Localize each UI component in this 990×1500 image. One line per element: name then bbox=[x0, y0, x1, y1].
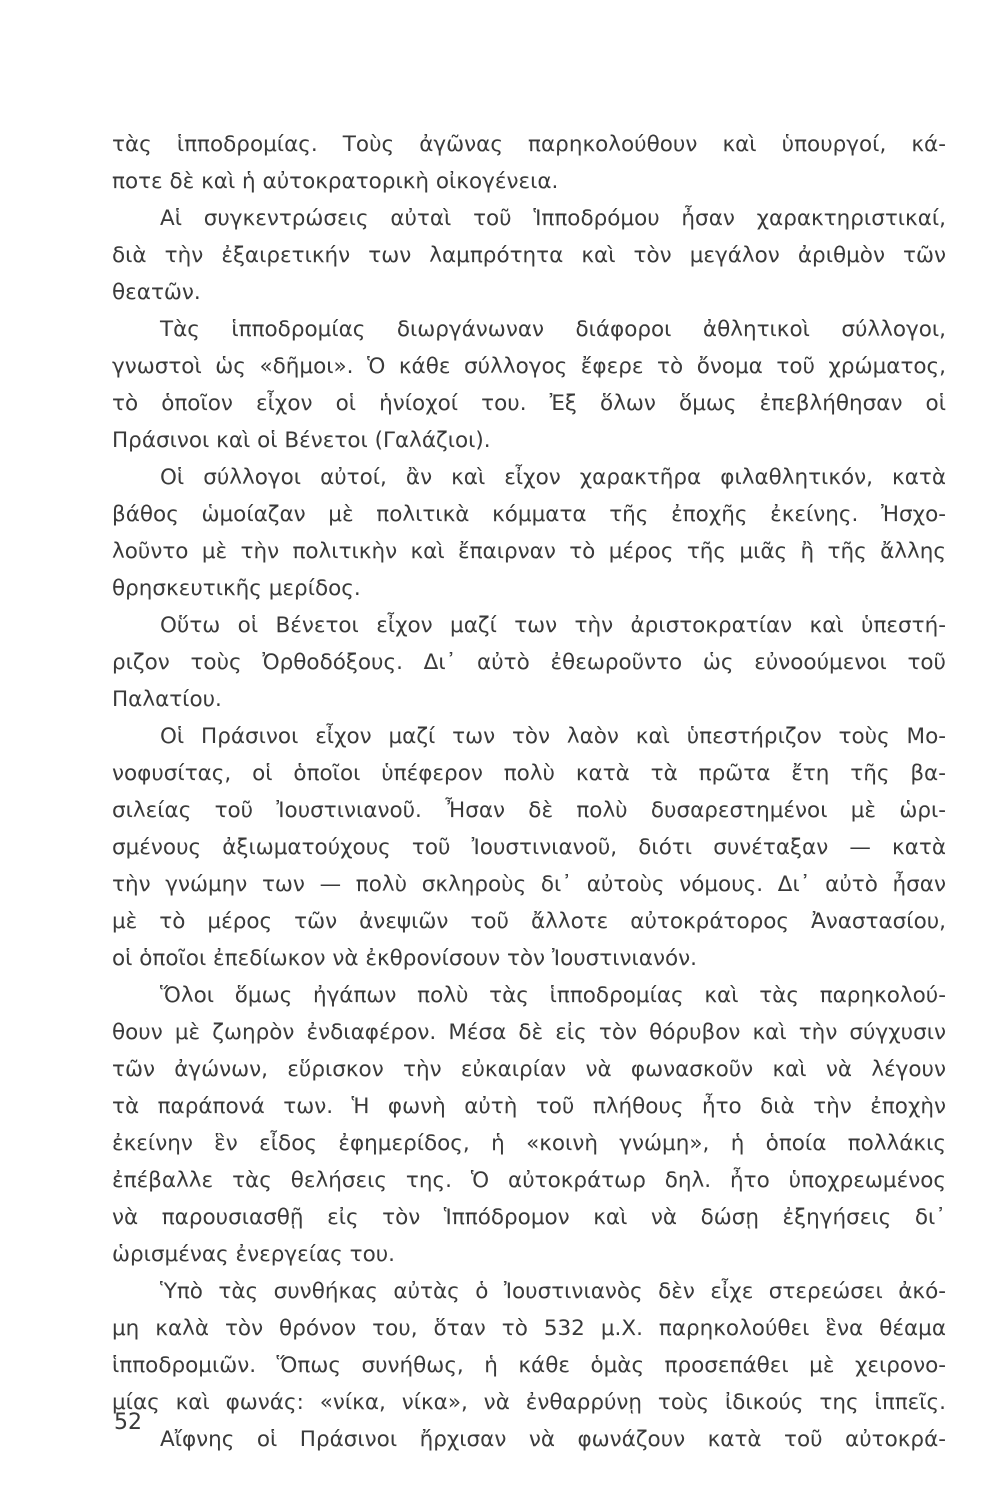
text-line: σιλείας τοῦ Ἰουστινιανοῦ. Ἦσαν δὲ πολὺ δυσαρεστημένοι μὲ ὡρι- bbox=[112, 798, 946, 823]
text-line: γνωστοὶ ὡς «δῆμοι». Ὁ κάθε σύλλογος ἔφερε τὸ ὄνομα τοῦ χρώματος, bbox=[112, 354, 946, 379]
page-number: 52 bbox=[114, 1410, 142, 1435]
text-line: τῶν ἀγώνων, εὕρισκον τὴν εὐκαιρίαν νὰ φωνασκοῦν καὶ νὰ λέγουν bbox=[112, 1057, 946, 1082]
text-line: Αἴφνης οἱ Πράσινοι ἤρχισαν νὰ φωνάζουν κατὰ τοῦ αὐτοκρά- bbox=[160, 1427, 946, 1452]
text-line: Οἱ Πράσινοι εἶχον μαζί των τὸν λαὸν καὶ ὑπεστήριζον τοὺς Μο- bbox=[160, 724, 946, 749]
text-line: Πράσινοι καὶ οἱ Βένετοι (Γαλάζιοι). bbox=[112, 428, 491, 453]
text-line: Ὅλοι ὅμως ἠγάπων πολὺ τὰς ἱπποδρομίας καὶ τὰς παρηκολού- bbox=[160, 983, 946, 1008]
text-line: μὲ τὸ μέρος τῶν ἀνεψιῶν τοῦ ἄλλοτε αὐτοκράτορος Ἀναστασίου, bbox=[112, 909, 946, 934]
text-line: ἱπποδρομιῶν. Ὅπως συνήθως, ἡ κάθε ὁμὰς προσεπάθει μὲ χειρονο- bbox=[112, 1353, 946, 1378]
text-line: Αἱ συγκεντρώσεις αὐταὶ τοῦ Ἱπποδρόμου ἦσαν χαρακτηριστικαί, bbox=[160, 206, 946, 231]
text-line: ποτε δὲ καὶ ἡ αὐτοκρατορικὴ οἰκογένεια. bbox=[112, 169, 559, 194]
text-line: μη καλὰ τὸν θρόνον του, ὅταν τὸ 532 μ.Χ. παρηκολούθει ἓνα θέαμα bbox=[112, 1316, 946, 1341]
text-line: Οὕτω οἱ Βένετοι εἶχον μαζί των τὴν ἀριστοκρατίαν καὶ ὑπεστή- bbox=[160, 613, 946, 638]
text-line: θρησκευτικῆς μερίδος. bbox=[112, 576, 361, 601]
text-line: νὰ παρουσιασθῇ εἰς τὸν Ἱππόδρομον καὶ νὰ δώσῃ ἐξηγήσεις δι᾿ bbox=[112, 1205, 946, 1230]
text-line: ὡρισμένας ἐνεργείας του. bbox=[112, 1242, 396, 1267]
text-line: νοφυσίτας, οἱ ὁποῖοι ὑπέφερον πολὺ κατὰ τὰ πρῶτα ἔτη τῆς βα- bbox=[112, 761, 946, 786]
text-line: μίας καὶ φωνάς: «νίκα, νίκα», νὰ ἐνθαρρύνῃ τοὺς ἰδικούς της ἱππεῖς. bbox=[112, 1390, 946, 1415]
text-line: ἐπέβαλλε τὰς θελήσεις της. Ὁ αὐτοκράτωρ δηλ. ἦτο ὑποχρεωμένος bbox=[112, 1168, 946, 1193]
text-line: οἱ ὁποῖοι ἐπεδίωκον νὰ ἐκθρονίσουν τὸν Ἰουστινιανόν. bbox=[112, 946, 697, 971]
body-text bbox=[112, 126, 946, 1458]
text-line: Ὑπὸ τὰς συνθήκας αὐτὰς ὁ Ἰουστινιανὸς δὲν εἶχε στερεώσει ἀκό- bbox=[160, 1279, 946, 1304]
text-line: τὸ ὁποῖον εἶχον οἱ ἡνίοχοί του. Ἐξ ὅλων ὅμως ἐπεβλήθησαν οἱ bbox=[112, 391, 946, 416]
text-line: Τὰς ἱπποδρομίας διωργάνωναν διάφοροι ἀθλητικοὶ σύλλογοι, bbox=[160, 317, 946, 342]
text-line: τὰ παράπονά των. Ἡ φωνὴ αὐτὴ τοῦ πλήθους ἦτο διὰ τὴν ἐποχὴν bbox=[112, 1094, 946, 1119]
text-line: σμένους ἀξιωματούχους τοῦ Ἰουστινιανοῦ, διότι συνέταξαν — κατὰ bbox=[112, 835, 946, 860]
text-line: τὴν γνώμην των — πολὺ σκληροὺς δι᾿ αὐτοὺς νόμους. Δι᾿ αὐτὸ ἦσαν bbox=[112, 872, 946, 897]
text-line: διὰ τὴν ἐξαιρετικήν των λαμπρότητα καὶ τὸν μεγάλον ἀριθμὸν τῶν bbox=[112, 243, 946, 268]
text-line: βάθος ὡμοίαζαν μὲ πολιτικὰ κόμματα τῆς ἐποχῆς ἐκείνης. Ἠσχο- bbox=[112, 502, 946, 527]
text-line: ριζον τοὺς Ὀρθοδόξους. Δι᾿ αὐτὸ ἐθεωροῦντο ὡς εὐνοούμενοι τοῦ bbox=[112, 650, 946, 675]
text-line: Παλατίου. bbox=[112, 687, 222, 712]
text-line: θεατῶν. bbox=[112, 280, 201, 305]
text-line: Οἱ σύλλογοι αὐτοί, ἂν καὶ εἶχον χαρακτῆρα φιλαθλητικόν, κατὰ bbox=[160, 465, 946, 490]
text-line: λοῦντο μὲ τὴν πολιτικὴν καὶ ἔπαιρναν τὸ μέρος τῆς μιᾶς ἢ τῆς ἄλλης bbox=[112, 539, 946, 564]
text-line: θουν μὲ ζωηρὸν ἐνδιαφέρον. Μέσα δὲ εἰς τὸν θόρυβον καὶ τὴν σύγχυσιν bbox=[112, 1020, 946, 1045]
text-line: τὰς ἱπποδρομίας. Τοὺς ἀγῶνας παρηκολούθουν καὶ ὑπουργοί, κά- bbox=[112, 132, 946, 157]
text-line: ἐκείνην ἓν εἶδος ἐφημερίδος, ἡ «κοινὴ γνώμη», ἡ ὁποία πολλάκις bbox=[112, 1131, 946, 1156]
